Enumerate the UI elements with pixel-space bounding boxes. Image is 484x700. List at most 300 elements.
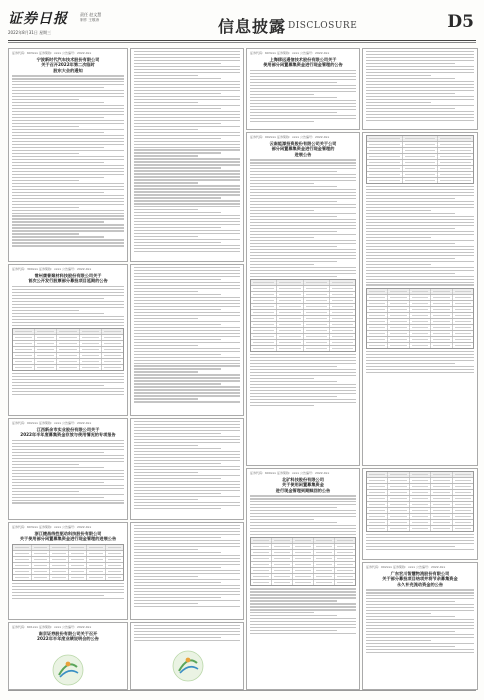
text-line — [134, 173, 240, 174]
text-line — [250, 618, 356, 619]
text-line — [366, 63, 455, 64]
table-row — [13, 575, 123, 580]
text-line — [250, 186, 337, 187]
text-line — [134, 383, 221, 384]
text-line — [134, 63, 221, 64]
text-line — [366, 231, 474, 232]
table-cell — [367, 514, 388, 519]
table-cell — [388, 508, 409, 513]
text-line — [134, 141, 240, 142]
article-title: 江西新余市实业股份有限公司关于 2022年半年度募集资金存放与使用情况的专项报告 — [20, 427, 116, 438]
text-line — [250, 100, 356, 101]
text-line — [134, 294, 221, 295]
text-line — [12, 207, 79, 208]
text-line — [366, 105, 474, 106]
article-a6: 证券代码：603xxx 证券简称：xxxx 公告编号：2022-0xx 上海移远通信技术股份有限公司关于 使用部分闲置募集资金进行现金管理的公告 — [246, 48, 360, 130]
table-cell — [453, 514, 473, 519]
table-cell — [50, 569, 69, 574]
table-cell — [251, 340, 277, 345]
table-cell — [57, 341, 79, 346]
table-cell — [367, 301, 388, 306]
text-line — [250, 270, 356, 271]
text-line — [134, 251, 240, 252]
text-line — [12, 132, 104, 133]
text-line — [134, 321, 240, 322]
table-cell — [431, 484, 452, 489]
text-line — [12, 452, 104, 453]
text-line — [134, 132, 240, 133]
table-cell — [367, 319, 388, 324]
data-table — [12, 328, 124, 371]
text-line — [366, 628, 474, 629]
text-line — [134, 120, 240, 121]
text-line — [134, 345, 198, 346]
table-cell — [80, 359, 102, 364]
text-line — [134, 135, 240, 136]
text-line — [134, 312, 240, 313]
table-cell — [330, 304, 355, 309]
text-line — [250, 94, 314, 95]
text-line — [250, 231, 337, 232]
table-cell — [403, 172, 439, 177]
text-line — [134, 561, 240, 562]
text-line — [250, 73, 356, 74]
text-line — [366, 279, 474, 280]
table-cell — [69, 545, 88, 550]
table-cell — [277, 316, 303, 321]
table-cell — [367, 313, 388, 318]
text-line — [134, 339, 221, 340]
table-cell — [87, 551, 106, 556]
text-line — [134, 111, 240, 112]
text-line — [12, 307, 124, 308]
text-line — [250, 630, 337, 631]
table-cell — [367, 166, 403, 171]
text-line — [366, 117, 474, 118]
table-cell — [453, 295, 473, 300]
text-line — [250, 237, 314, 238]
text-line — [366, 360, 474, 361]
article-body — [134, 525, 240, 607]
table-cell — [13, 563, 32, 568]
text-line — [250, 85, 356, 86]
text-line — [134, 158, 240, 159]
article-body — [366, 589, 474, 653]
table-cell — [388, 301, 409, 306]
text-line — [12, 204, 124, 205]
table-cell — [106, 569, 124, 574]
article-body — [250, 70, 356, 122]
table-cell — [431, 502, 452, 507]
masthead-rule — [8, 40, 476, 41]
table-cell — [438, 136, 473, 141]
text-line — [250, 363, 356, 364]
text-line — [250, 402, 356, 403]
text-line — [134, 582, 221, 583]
article-a6-cont — [362, 48, 478, 130]
text-line — [134, 105, 240, 106]
text-line — [134, 129, 198, 130]
table-cell — [330, 328, 355, 333]
text-line — [134, 188, 240, 189]
text-line — [250, 381, 337, 382]
text-line — [366, 93, 455, 94]
text-line — [134, 236, 198, 237]
table-cell — [388, 472, 409, 477]
table-cell — [410, 301, 431, 306]
text-line — [366, 643, 474, 644]
article-body — [366, 51, 474, 121]
text-line — [250, 118, 356, 119]
text-line — [250, 228, 356, 229]
text-line — [134, 114, 240, 115]
text-line — [366, 351, 474, 352]
table-cell — [35, 329, 57, 334]
text-line — [366, 213, 455, 214]
table-cell — [293, 544, 314, 549]
text-line — [12, 298, 104, 299]
text-line — [134, 558, 240, 559]
text-line — [12, 135, 124, 136]
text-line — [366, 252, 474, 253]
table-cell — [388, 343, 409, 348]
text-line — [134, 363, 240, 364]
table-cell — [87, 569, 106, 574]
table-cell — [367, 478, 388, 483]
table-cell — [431, 313, 452, 318]
text-line — [134, 368, 221, 369]
text-line — [12, 497, 104, 498]
table-cell — [388, 520, 409, 525]
table-cell — [410, 472, 431, 477]
table-cell — [272, 568, 293, 573]
table-cell — [330, 310, 355, 315]
text-line — [134, 594, 240, 595]
table-cell — [330, 316, 355, 321]
table-cell — [293, 562, 314, 567]
text-line — [12, 210, 124, 211]
text-line — [134, 78, 221, 79]
text-line — [134, 567, 221, 568]
table-cell — [13, 335, 35, 340]
text-line — [366, 622, 474, 623]
text-line — [366, 625, 474, 626]
text-line — [250, 387, 356, 388]
table-cell — [32, 575, 51, 580]
table-cell — [13, 353, 35, 358]
text-line — [250, 91, 356, 92]
text-line — [134, 282, 240, 283]
text-line — [134, 245, 240, 246]
table-cell — [335, 574, 355, 579]
table-cell — [314, 568, 335, 573]
text-line — [134, 194, 240, 195]
text-line — [134, 460, 240, 461]
table-cell — [80, 347, 102, 352]
text-line — [134, 445, 198, 446]
table-cell — [367, 307, 388, 312]
text-line — [366, 120, 474, 121]
text-line — [134, 637, 221, 638]
text-line — [134, 149, 240, 150]
text-line — [12, 81, 124, 82]
table-cell — [388, 484, 409, 489]
text-line — [366, 616, 455, 617]
text-line — [12, 292, 124, 293]
table-cell — [69, 563, 88, 568]
text-line — [134, 380, 240, 381]
table-cell — [277, 280, 303, 285]
text-line — [134, 505, 240, 506]
text-line — [12, 117, 104, 118]
text-line — [134, 291, 198, 292]
text-line — [366, 646, 455, 647]
table-cell — [272, 562, 293, 567]
table-cell — [57, 359, 79, 364]
text-line — [12, 198, 124, 199]
table-cell — [453, 325, 473, 330]
text-line — [134, 351, 240, 352]
text-line — [250, 405, 314, 406]
text-line — [250, 261, 337, 262]
table-cell — [431, 478, 452, 483]
text-line — [366, 108, 455, 109]
article-body — [134, 51, 240, 252]
text-line — [250, 531, 356, 532]
table-cell — [13, 329, 35, 334]
table-cell — [304, 304, 330, 309]
table-cell — [403, 154, 439, 159]
article-title: 南京证券股份有限公司关于召开 2022年半年度业绩说明会的公告 — [37, 631, 99, 642]
text-line — [12, 595, 104, 596]
text-line — [250, 501, 356, 502]
article-a3-cont — [130, 418, 244, 520]
text-line — [12, 174, 124, 175]
text-line — [134, 300, 240, 301]
table-cell — [431, 514, 452, 519]
text-line — [366, 354, 474, 355]
text-line — [12, 183, 124, 184]
text-line — [134, 424, 240, 425]
event-logo — [171, 649, 205, 683]
text-line — [250, 103, 356, 104]
text-line — [12, 583, 124, 584]
text-line — [134, 215, 240, 216]
table-cell — [69, 557, 88, 562]
table-cell — [57, 329, 79, 334]
text-line — [250, 378, 314, 379]
text-line — [12, 440, 124, 441]
article-title: 广东宏川智慧物流股份有限公司 关于部分募投项目结项并将节余募集资金 永久补充流动资金的公告 — [382, 571, 458, 587]
text-line — [134, 386, 240, 387]
text-line — [134, 377, 240, 378]
table-row — [367, 343, 473, 348]
table-cell — [367, 337, 388, 342]
text-line — [134, 276, 240, 277]
text-line — [366, 284, 474, 285]
text-line — [134, 631, 240, 632]
table-cell — [251, 538, 272, 543]
text-line — [366, 234, 474, 235]
text-line — [250, 276, 337, 277]
text-line — [250, 513, 356, 514]
text-line — [134, 389, 240, 390]
text-line — [134, 51, 240, 52]
text-line — [12, 494, 124, 495]
text-line — [134, 144, 240, 145]
text-line — [250, 498, 356, 499]
text-line — [134, 585, 240, 586]
text-line — [250, 360, 356, 361]
text-line — [366, 534, 474, 535]
data-table — [366, 135, 474, 184]
text-line — [134, 318, 198, 319]
text-line — [12, 230, 124, 231]
text-line — [366, 81, 474, 82]
table-cell — [251, 316, 277, 321]
text-line — [250, 588, 356, 589]
text-line — [12, 111, 124, 112]
table-cell — [50, 557, 69, 562]
text-line — [134, 69, 240, 70]
text-line — [12, 239, 124, 240]
text-line — [12, 286, 124, 287]
article-body — [250, 495, 356, 535]
text-line — [134, 297, 240, 298]
table-cell — [367, 295, 388, 300]
text-line — [250, 507, 337, 508]
table-cell — [367, 343, 388, 348]
text-line — [250, 109, 356, 110]
article-title: 宁波新时代汽车技术股份有限公司 关于召开2022年第二次临时 股东大会的通知 — [36, 57, 100, 73]
article-body — [12, 583, 124, 599]
text-line — [134, 126, 240, 127]
table-cell — [367, 136, 403, 141]
text-line — [250, 615, 337, 616]
text-line — [250, 399, 356, 400]
table-cell — [388, 325, 409, 330]
text-line — [134, 306, 240, 307]
text-line — [366, 240, 474, 241]
text-line — [12, 120, 124, 121]
text-line — [366, 69, 474, 70]
table-cell — [403, 136, 439, 141]
table-cell — [277, 304, 303, 309]
article-a7-cont — [362, 132, 478, 466]
article-body — [366, 186, 474, 286]
text-line — [12, 394, 124, 395]
text-line — [366, 207, 474, 208]
text-line — [12, 126, 79, 127]
text-line — [134, 203, 240, 204]
table-cell — [438, 142, 473, 147]
table-cell — [410, 295, 431, 300]
text-line — [366, 549, 474, 550]
table-cell — [314, 574, 335, 579]
table-cell — [277, 346, 303, 351]
text-line — [250, 219, 356, 220]
text-line — [134, 371, 198, 372]
text-line — [134, 54, 240, 55]
text-line — [12, 458, 124, 459]
text-line — [12, 491, 79, 492]
table-cell — [293, 538, 314, 543]
text-line — [134, 439, 240, 440]
text-line — [250, 121, 314, 122]
text-line — [366, 357, 474, 358]
table-cell — [367, 484, 388, 489]
text-line — [366, 228, 455, 229]
text-line — [12, 379, 124, 380]
text-line — [250, 390, 356, 391]
text-line — [12, 385, 104, 386]
article-body — [366, 534, 474, 550]
text-line — [250, 240, 356, 241]
text-line — [134, 279, 221, 280]
text-line — [12, 75, 124, 76]
text-line — [366, 607, 474, 608]
text-line — [134, 466, 240, 467]
table-cell — [403, 178, 439, 183]
text-line — [12, 144, 124, 145]
table-cell — [388, 295, 409, 300]
text-line — [134, 433, 221, 434]
text-line — [250, 591, 356, 592]
data-table — [12, 544, 124, 581]
table-cell — [388, 490, 409, 495]
text-line — [12, 227, 124, 228]
text-line — [250, 210, 314, 211]
table-cell — [367, 526, 388, 531]
text-line — [366, 610, 474, 611]
text-line — [134, 330, 240, 331]
table-cell — [251, 580, 272, 585]
table-cell — [106, 551, 124, 556]
table-cell — [367, 178, 403, 183]
table-cell — [251, 346, 277, 351]
text-line — [366, 537, 474, 538]
table-cell — [335, 538, 355, 543]
text-line — [134, 200, 240, 201]
text-line — [134, 230, 240, 231]
text-line — [12, 123, 124, 124]
table-cell — [367, 508, 388, 513]
table-cell — [277, 328, 303, 333]
table-cell — [80, 329, 102, 334]
text-line — [250, 76, 356, 77]
text-line — [366, 637, 474, 638]
text-line — [134, 324, 221, 325]
text-line — [134, 354, 221, 355]
table-cell — [453, 496, 473, 501]
table-cell — [80, 365, 102, 370]
table-cell — [32, 551, 51, 556]
text-line — [12, 301, 124, 302]
table-cell — [106, 545, 124, 550]
text-line — [134, 117, 240, 118]
text-line — [12, 586, 124, 587]
text-line — [134, 138, 221, 139]
text-line — [134, 392, 240, 393]
text-line — [12, 218, 124, 219]
text-line — [366, 273, 455, 274]
table-cell — [251, 568, 272, 573]
table-cell — [431, 526, 452, 531]
table-cell — [57, 347, 79, 352]
table-cell — [57, 365, 79, 370]
table-cell — [431, 289, 452, 294]
table-cell — [453, 502, 473, 507]
